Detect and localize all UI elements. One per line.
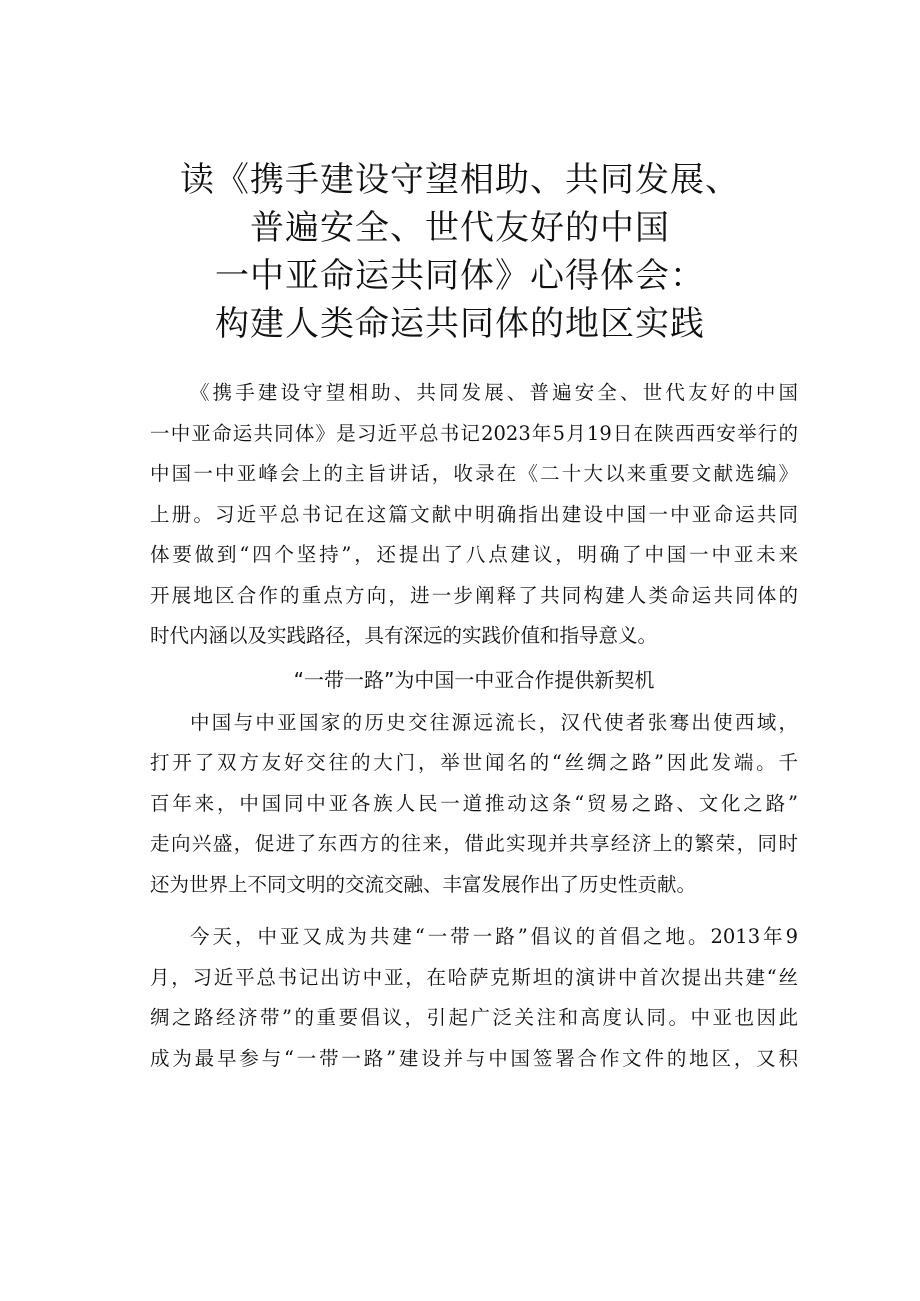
paragraph-line: 还为世界上不同文明的交流交融、丰富发展作出了历史性贡献。 xyxy=(150,872,697,896)
title-line: 普遍安全、世代友好的中国 xyxy=(250,208,670,248)
paragraph-line: 开展地区合作的重点方向，进一步阐释了共同构建人类命运共同体的 xyxy=(150,583,798,607)
paragraph-line: 中国一中亚峰会上的主旨讲话，收录在《二十大以来重要文献选编》 xyxy=(150,462,798,485)
paragraph-line: 今天，中亚又成为共建“一带一路”倡议的首倡之地。2013年9 xyxy=(190,925,798,948)
document-body xyxy=(150,373,798,1079)
belt-road-paragraph xyxy=(150,917,798,1079)
paragraph-line: 打开了双方友好交往的大门，举世闻名的“丝绸之路”因此发端。千 xyxy=(150,751,798,774)
paragraph-line: 体要做到“四个坚持”，还提出了八点建议，明确了中国一中亚未来 xyxy=(150,543,798,566)
title-line: 一中亚命运共同体》心得体会： xyxy=(215,256,705,296)
paragraph-line: 月，习近平总书记出访中亚，在哈萨克斯坦的演讲中首次提出共建“丝 xyxy=(150,965,798,989)
paragraph-line: 走向兴盛，促进了东西方的往来，借此实现并共享经济上的繁荣，同时 xyxy=(150,832,798,855)
paragraph-line: 一中亚命运共同体》是习近平总书记2023年5月19日在陕西西安举行的 xyxy=(150,421,798,445)
paragraph-line: 上册。习近平总书记在这篇文献中明确指出建设中国一中亚命运共同 xyxy=(150,502,798,526)
paragraph-line: 《携手建设守望相助、共同发展、普遍安全、世代友好的中国 xyxy=(190,381,798,404)
paragraph-line: 绸之路经济带”的重要倡议，引起广泛关注和高度认同。中亚也因此 xyxy=(150,1006,798,1029)
paragraph-line: 百年来，中国同中亚各族人民一道推动这条“贸易之路、文化之路” xyxy=(150,791,798,815)
paragraph-line: 成为最早参与“一带一路”建设并与中国签署合作文件的地区，又积 xyxy=(150,1046,798,1070)
document-title xyxy=(0,156,920,348)
title-line: 构建人类命运共同体的地区实践 xyxy=(215,304,705,344)
history-paragraph xyxy=(150,703,798,906)
intro-paragraph xyxy=(150,373,798,657)
title-line: 读《携手建设守望相助、共同发展、 xyxy=(180,160,740,200)
paragraph-line: 时代内涵以及实践路径，具有深远的实践价值和指导意义。 xyxy=(150,624,658,647)
section-heading: “一带一路”为中国一中亚合作提供新契机 xyxy=(293,667,655,692)
paragraph-line: 中国与中亚国家的历史交往源远流长，汉代使者张骞出使西域， xyxy=(190,710,798,734)
